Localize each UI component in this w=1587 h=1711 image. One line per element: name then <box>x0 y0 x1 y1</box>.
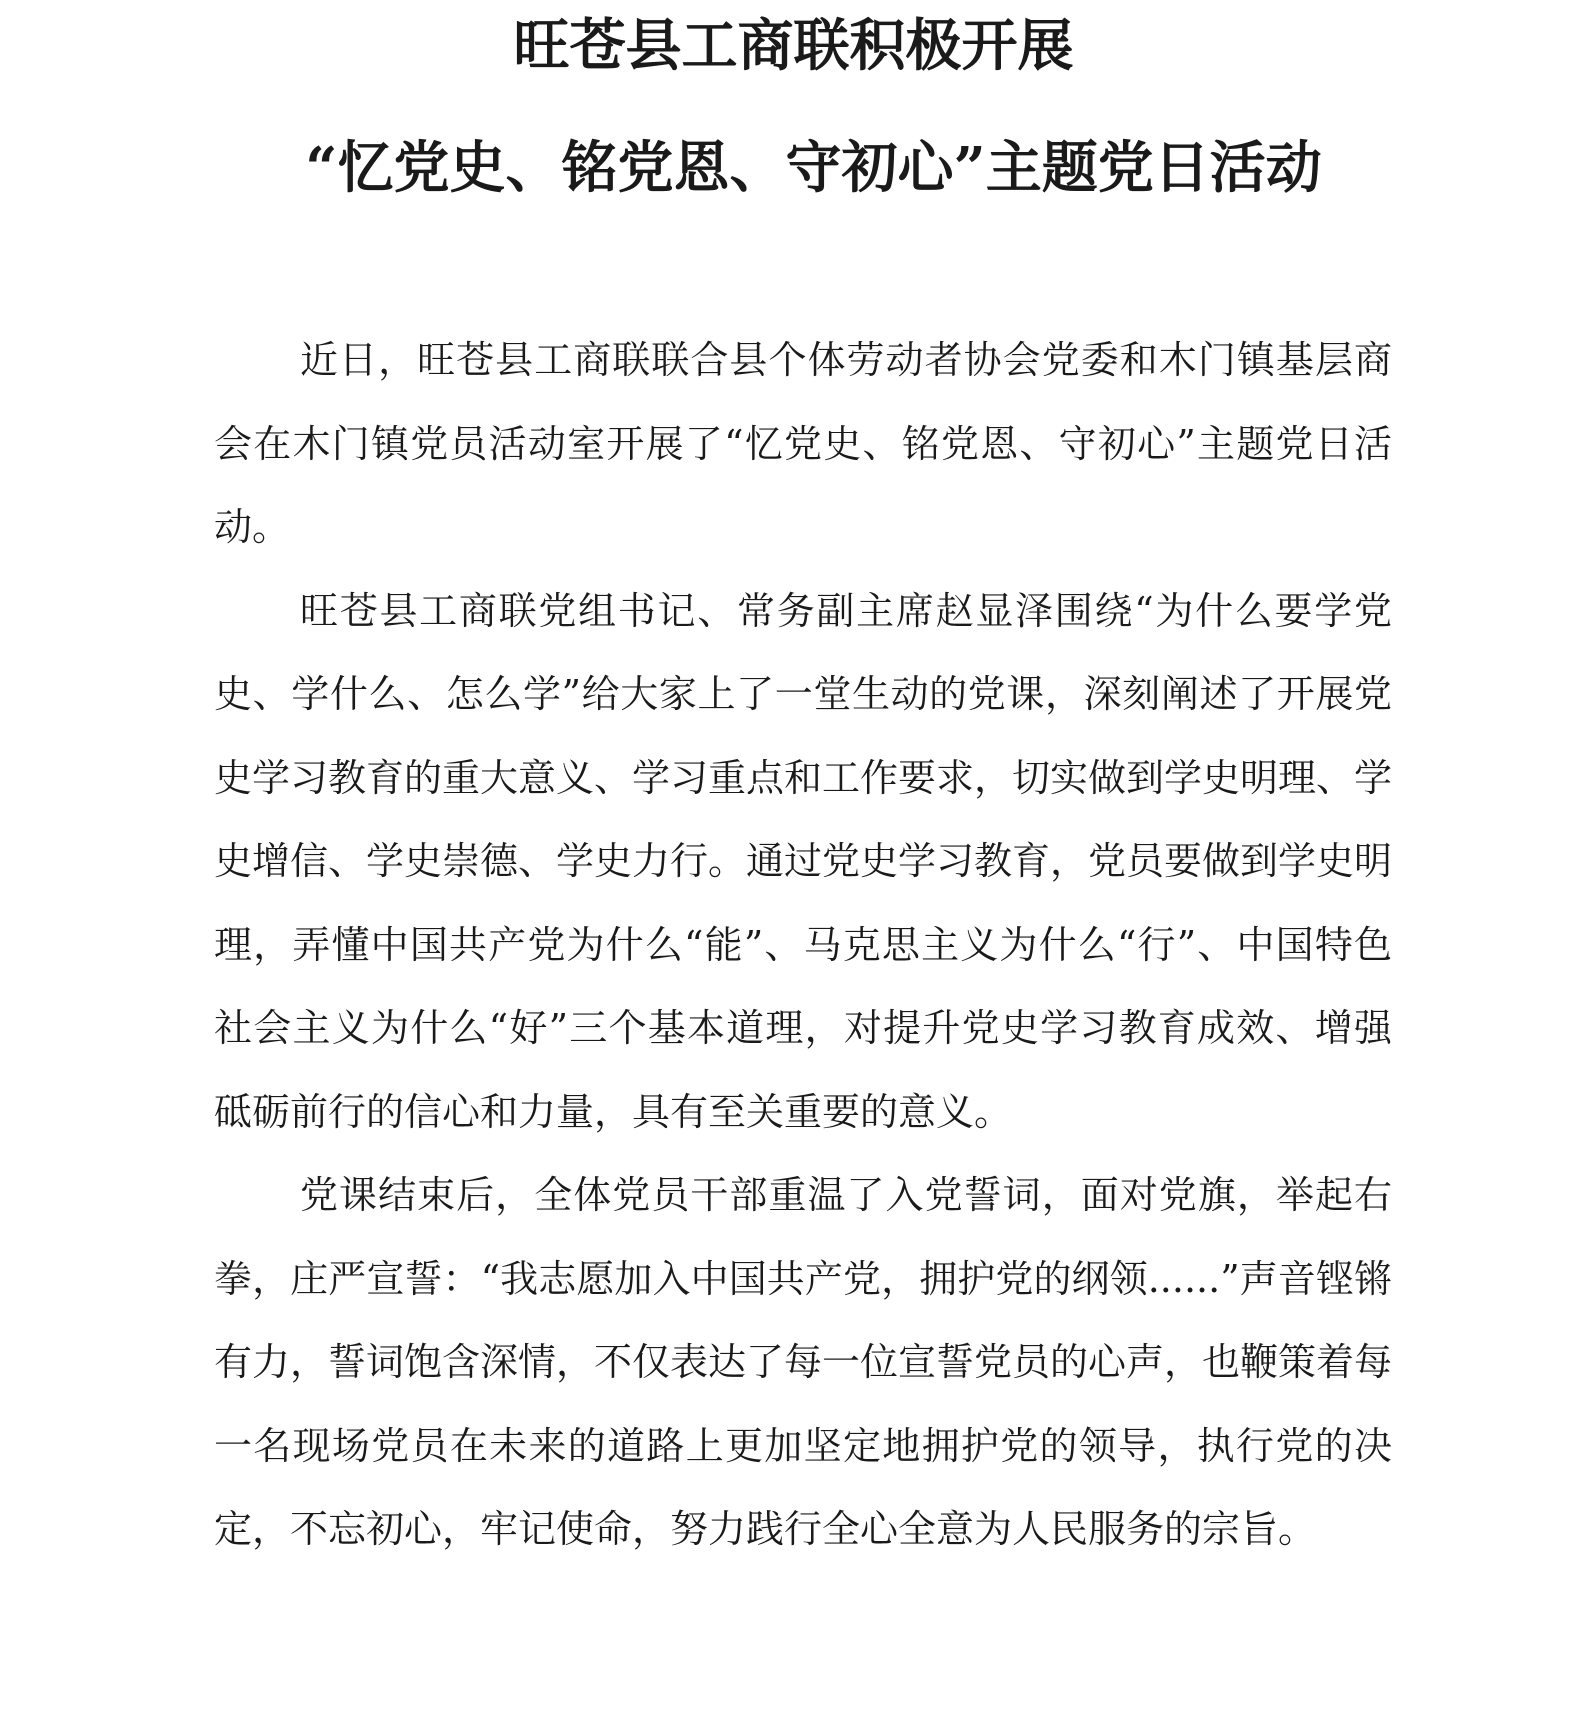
body-paragraph-1: 近日，旺苍县工商联联合县个体劳动者协会党委和木门镇基层商会在木门镇党员活动室开展了“忆党史、铭党恩、守初心”主题党日活动。 <box>214 338 1392 549</box>
document-body <box>214 319 1392 1572</box>
body-paragraph-2: 旺苍县工商联党组书记、常务副主席赵显泽围绕“为什么要学党史、学什么、怎么学”给大家上了一堂生动的党课，深刻阐述了开展党史学习教育的重大意义、学习重点和工作要求，切实做到学史明理、学史增信、学史崇德、学史力行。通过党史学习教育，党员要做到学史明理，弄懂中国共产党为什么“能”、马克思主义为什么“行”、中国特色社会主义为什么“好”三个基本道理，对提升党史学习教育成效、增强砥砺前行的信心和力量，具有至关重要的意义。 <box>214 588 1393 1134</box>
document-title-line-1: 旺苍县工商联积极开展 <box>513 13 1074 79</box>
body-paragraph-3: 党课结束后，全体党员干部重温了入党誓词，面对党旗，举起右拳，庄严宣誓：“我志愿加入中国共产党，拥护党的纲领......”声音铿锵有力，誓词饱含深情，不仅表达了每一位宣誓党员的心声，也鞭策着每一名现场党员在未来的道路上更加坚定地拥护党的领导，执行党的决定，不忘初心，牢记使命，努力践行全心全意为人民服务的宗旨。 <box>214 1173 1393 1551</box>
document-title-line-2: “忆党史、铭党恩、守初心”主题党日活动 <box>305 135 1322 201</box>
